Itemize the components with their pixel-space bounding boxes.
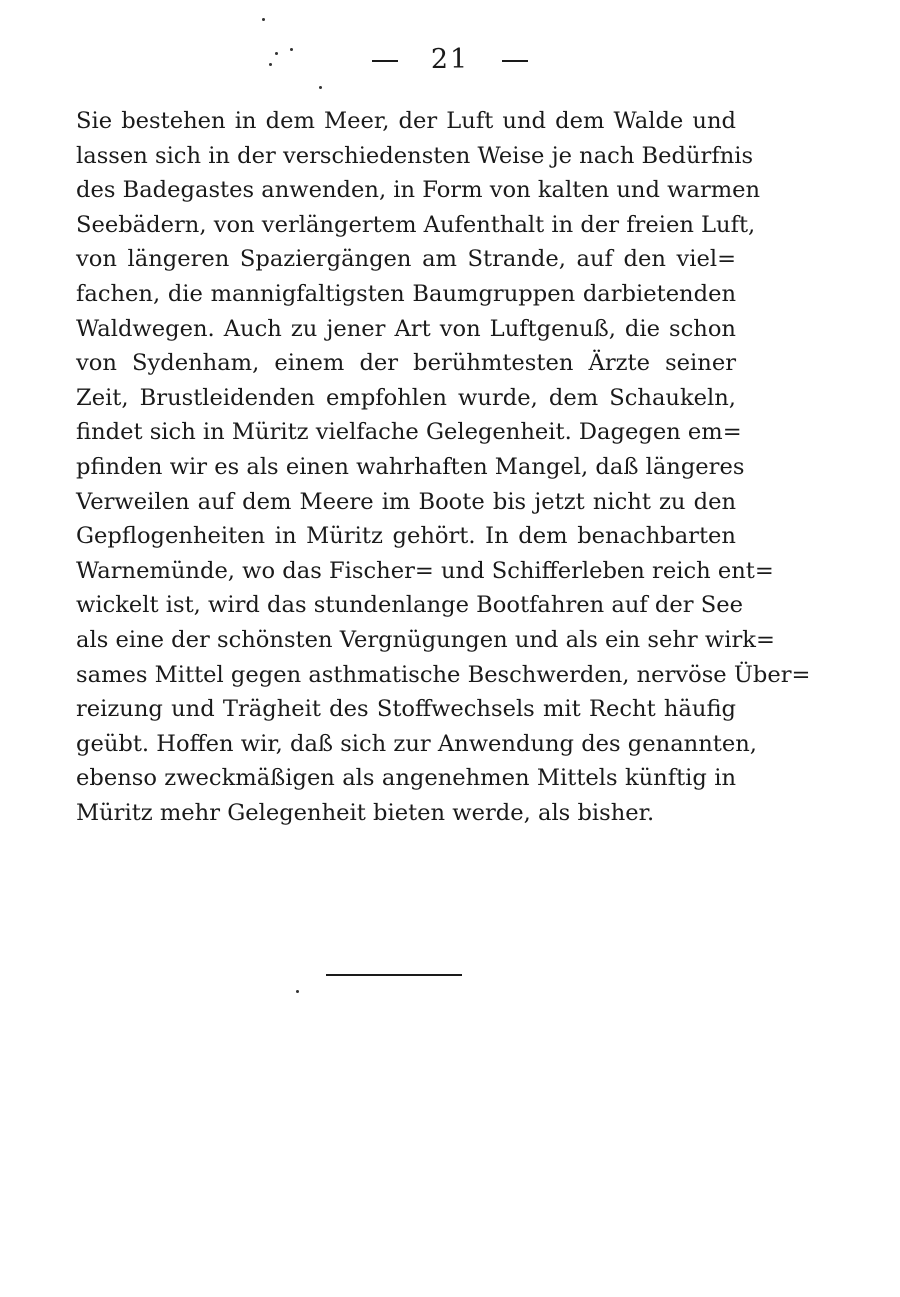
text-line: wickelt ist, wird das stundenlange Bootfahren auf der See <box>76 592 743 619</box>
text-line: lassen sich in der verschiedensten Weise je nach Bedürfnis <box>76 142 754 169</box>
page-number-header <box>0 44 900 75</box>
text-line: sames Mittel gegen asthmatische Beschwerden, nervöse Über= <box>76 661 811 688</box>
text-line: pfinden wir es als einen wahrhaften Mangel, daß längeres <box>76 453 745 480</box>
text-line: als eine der schönsten Vergnügungen und als ein sehr wirk= <box>76 626 775 653</box>
text-line: Gepflogenheiten in Müritz gehört. In dem benachbarten <box>76 523 736 550</box>
text-line: findet sich in Müritz vielfache Gelegenheit. Dagegen em= <box>76 419 742 446</box>
text-line: ebenso zweckmäßigen als angenehmen Mittels künftig in <box>76 765 736 792</box>
text-line: Warnemünde, wo das Fischer= und Schifferleben reich ent= <box>76 557 774 584</box>
text-line: geübt. Hoffen wir, daß sich zur Anwendung des genannten, <box>76 730 757 757</box>
text-line: Zeit, Brustleidenden empfohlen wurde, dem Schaukeln, <box>76 384 736 411</box>
text-line: fachen, die mannigfaltigsten Baumgruppen darbietenden <box>76 280 736 307</box>
text-line: von Sydenham, einem der berühmtesten Ärzte seiner <box>76 350 736 377</box>
section-end-rule <box>326 974 462 976</box>
ink-speck <box>262 18 265 21</box>
text-line: des Badegastes anwenden, in Form von kalten und warmen <box>76 177 761 204</box>
text-line: reizung und Trägheit des Stoffwechsels mit Recht häufig <box>76 696 736 723</box>
text-line: Müritz mehr Gelegenheit bieten werde, als bisher. <box>76 799 655 826</box>
page-number-dash-left <box>372 60 398 62</box>
page-number-dash-right <box>502 60 528 62</box>
text-line: Waldwegen. Auch zu jener Art von Luftgenuß, die schon <box>76 315 736 342</box>
ink-speck <box>296 990 299 993</box>
text-line: von längeren Spaziergängen am Strande, auf den viel= <box>76 246 736 273</box>
text-line: Seebädern, von verlängertem Aufenthalt in der freien Luft, <box>76 211 756 238</box>
page-number: 21 <box>430 44 470 75</box>
text-line: Verweilen auf dem Meere im Boote bis jetzt nicht zu den <box>76 488 736 515</box>
ink-speck <box>319 86 322 89</box>
body-paragraph <box>76 104 811 830</box>
text-line: Sie bestehen in dem Meer, der Luft und dem Walde und <box>76 108 736 134</box>
